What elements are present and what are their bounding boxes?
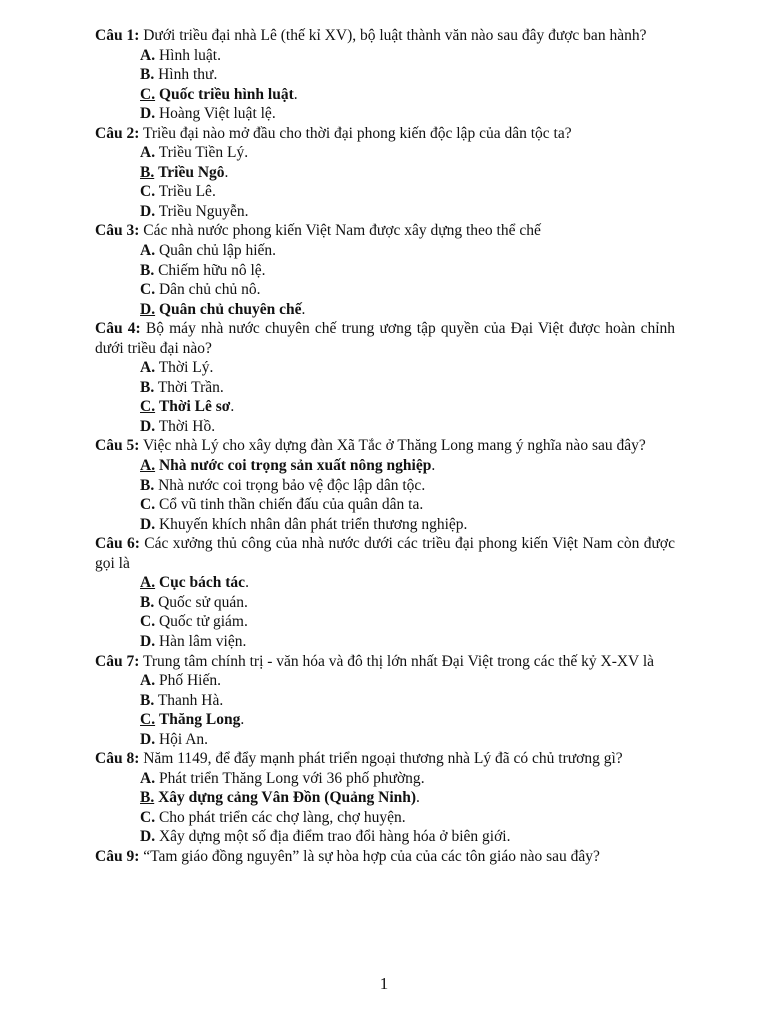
option-letter: C. bbox=[140, 183, 156, 201]
option-letter: D. bbox=[140, 515, 156, 533]
option-text: Hình thư bbox=[158, 66, 214, 84]
option-letter: A. bbox=[140, 672, 156, 690]
option-letter: C. bbox=[140, 496, 156, 514]
option-d bbox=[95, 827, 675, 847]
option-end: . bbox=[219, 691, 224, 709]
option-b bbox=[95, 788, 675, 808]
option-c bbox=[95, 280, 675, 300]
question-1 bbox=[95, 26, 675, 124]
option-end: . bbox=[240, 711, 245, 729]
option-a bbox=[95, 241, 675, 261]
option-text: Phát triển Thăng Long với 36 phố phường bbox=[158, 769, 421, 787]
option-text: Phố Hiến bbox=[158, 672, 218, 690]
option-text: Thời Lê sơ bbox=[158, 398, 231, 416]
option-end: . bbox=[256, 281, 261, 299]
question-stem bbox=[95, 534, 675, 573]
option-end: . bbox=[244, 202, 249, 220]
option-end: . bbox=[243, 593, 248, 611]
option-b bbox=[95, 261, 675, 281]
option-end: . bbox=[420, 769, 425, 787]
option-end: . bbox=[219, 378, 224, 396]
option-text: Hàn lâm viện bbox=[158, 632, 243, 650]
option-text: Cổ vũ tinh thần chiến đấu của quân dân ta bbox=[158, 496, 420, 514]
option-text: Nhà nước coi trọng bảo vệ độc lập dân tộc bbox=[158, 476, 422, 494]
option-end: . bbox=[272, 242, 277, 260]
question-6 bbox=[95, 534, 675, 651]
option-text: Thăng Long bbox=[158, 711, 241, 729]
question-label: Câu 4: bbox=[95, 320, 141, 338]
option-text: Nhà nước coi trọng sản xuất nông nghiệp bbox=[158, 457, 432, 475]
option-a bbox=[95, 769, 675, 789]
option-letter: A. bbox=[140, 242, 156, 260]
option-letter: C. bbox=[140, 808, 156, 826]
question-stem bbox=[95, 847, 675, 867]
option-d bbox=[95, 632, 675, 652]
option-c bbox=[95, 182, 675, 202]
option-text: Hình luật bbox=[158, 46, 218, 64]
option-end: . bbox=[224, 163, 229, 181]
option-letter: B. bbox=[140, 476, 155, 494]
option-letter: D. bbox=[140, 202, 156, 220]
question-label: Câu 5: bbox=[95, 437, 140, 455]
option-end: . bbox=[463, 515, 468, 533]
option-letter: A. bbox=[140, 359, 156, 377]
question-label: Câu 1: bbox=[95, 27, 140, 44]
option-a bbox=[95, 358, 675, 378]
option-b bbox=[95, 163, 675, 183]
option-text: Thanh Hà bbox=[157, 691, 220, 709]
question-text: “Tam giáo đồng nguyên” là sự hòa hợp của của các tôn giáo nào sau đây? bbox=[143, 847, 600, 865]
question-label: Câu 8: bbox=[95, 750, 140, 768]
option-letter: B. bbox=[140, 163, 155, 181]
page-number: 1 bbox=[379, 974, 389, 993]
option-text: Triều Nguyễn bbox=[158, 202, 245, 220]
option-letter: D. bbox=[140, 632, 156, 650]
option-letter: B. bbox=[140, 789, 155, 807]
question-label: Câu 3: bbox=[95, 222, 140, 240]
option-end: . bbox=[217, 672, 221, 690]
option-end: . bbox=[204, 730, 209, 748]
option-end: . bbox=[242, 632, 247, 650]
question-3 bbox=[95, 221, 675, 319]
option-text: Khuyến khích nhân dân phát triển thương nghiệp bbox=[158, 515, 464, 533]
option-letter: B. bbox=[140, 261, 155, 279]
option-text: Thời Hồ bbox=[158, 417, 212, 435]
question-label: Câu 2: bbox=[95, 124, 140, 142]
option-letter: C. bbox=[140, 281, 156, 299]
option-end: . bbox=[419, 496, 424, 514]
option-a bbox=[95, 573, 675, 593]
question-4 bbox=[95, 319, 675, 436]
question-stem bbox=[95, 436, 675, 456]
question-text: Năm 1149, để đẩy mạnh phát triển ngoại thương nhà Lý đã có chủ trương gì? bbox=[143, 750, 623, 768]
question-stem bbox=[95, 652, 675, 672]
option-text: Quân chủ lập hiến bbox=[158, 242, 273, 260]
option-letter: B. bbox=[140, 66, 155, 84]
option-a bbox=[95, 46, 675, 66]
option-letter: C. bbox=[140, 85, 156, 103]
question-8 bbox=[95, 749, 675, 847]
option-letter: D. bbox=[140, 730, 156, 748]
question-text: Các nhà nước phong kiến Việt Nam được xây dựng theo thể chế bbox=[143, 222, 541, 240]
option-text: Triều Ngô bbox=[158, 163, 225, 181]
question-2 bbox=[95, 124, 675, 222]
option-text: Quốc triều hình luật bbox=[158, 85, 294, 103]
option-c bbox=[95, 808, 675, 828]
option-text: Triều Tiền Lý bbox=[158, 144, 245, 162]
option-letter: D. bbox=[140, 300, 156, 318]
option-text: Quân chủ chuyên chế bbox=[158, 300, 302, 318]
option-letter: A. bbox=[140, 574, 156, 592]
question-stem bbox=[95, 221, 675, 241]
question-label: Câu 9: bbox=[95, 847, 140, 865]
option-text: Xây dựng cảng Vân Đồn (Quảng Ninh) bbox=[158, 789, 417, 807]
option-end: . bbox=[271, 105, 276, 123]
option-end: . bbox=[506, 828, 511, 846]
question-stem bbox=[95, 26, 675, 46]
option-end: . bbox=[245, 574, 249, 592]
question-label: Câu 7: bbox=[95, 652, 140, 670]
option-text: Thời Trần bbox=[157, 378, 220, 396]
option-d bbox=[95, 202, 675, 222]
question-text: Dưới triều đại nhà Lê (thế kỉ XV), bộ luật thành văn nào sau đây được ban hành? bbox=[143, 27, 647, 44]
option-a bbox=[95, 671, 675, 691]
option-end: . bbox=[213, 66, 218, 84]
question-stem bbox=[95, 124, 675, 144]
option-letter: B. bbox=[140, 691, 155, 709]
option-letter: B. bbox=[140, 593, 155, 611]
option-letter: C. bbox=[140, 398, 156, 416]
option-d bbox=[95, 104, 675, 124]
option-letter: A. bbox=[140, 457, 156, 475]
question-stem bbox=[95, 749, 675, 769]
option-end: . bbox=[431, 457, 436, 475]
option-b bbox=[95, 65, 675, 85]
question-label: Câu 6: bbox=[95, 535, 140, 553]
option-b bbox=[95, 378, 675, 398]
option-end: . bbox=[211, 183, 216, 201]
option-end: . bbox=[261, 261, 266, 279]
document-page bbox=[95, 26, 675, 867]
option-letter: C. bbox=[140, 711, 156, 729]
option-text: Xây dựng một số địa điểm trao đổi hàng hóa ở biên giới bbox=[158, 828, 507, 846]
option-end: . bbox=[230, 398, 235, 416]
option-text: Hội An bbox=[158, 730, 205, 748]
option-b bbox=[95, 691, 675, 711]
option-end: . bbox=[211, 417, 216, 435]
option-text: Hoàng Việt luật lệ bbox=[158, 105, 272, 123]
option-letter: A. bbox=[140, 769, 156, 787]
option-text: Quốc sử quán bbox=[158, 593, 244, 611]
option-end: . bbox=[421, 476, 426, 494]
option-c bbox=[95, 397, 675, 417]
option-d bbox=[95, 515, 675, 535]
option-end: . bbox=[301, 300, 306, 318]
option-end: . bbox=[293, 85, 298, 103]
option-a bbox=[95, 456, 675, 476]
option-letter: D. bbox=[140, 828, 156, 846]
option-end: . bbox=[416, 789, 420, 807]
option-c bbox=[95, 612, 675, 632]
option-d bbox=[95, 417, 675, 437]
option-end: . bbox=[209, 359, 214, 377]
option-b bbox=[95, 593, 675, 613]
option-d bbox=[95, 300, 675, 320]
option-c bbox=[95, 710, 675, 730]
option-text: Triều Lê bbox=[158, 183, 212, 201]
question-7 bbox=[95, 652, 675, 750]
question-text: Các xưởng thủ công của nhà nước dưới các triều đại phong kiến Việt Nam còn được gọi là bbox=[95, 535, 676, 572]
question-9 bbox=[95, 847, 675, 867]
option-letter: D. bbox=[140, 417, 156, 435]
option-a bbox=[95, 143, 675, 163]
option-d bbox=[95, 730, 675, 750]
option-end: . bbox=[217, 46, 221, 64]
question-text: Trung tâm chính trị - văn hóa và đô thị lớn nhất Đại Việt trong các thế kỷ X-XV là bbox=[142, 652, 655, 670]
question-stem bbox=[95, 319, 675, 358]
option-letter: A. bbox=[140, 144, 156, 162]
question-text: Bộ máy nhà nước chuyên chế trung ương tập quyền của Đại Việt được hoàn chỉnh dưới triều đại nào? bbox=[95, 320, 676, 357]
option-letter: A. bbox=[140, 46, 156, 64]
option-c bbox=[95, 495, 675, 515]
option-text: Chiếm hữu nô lệ bbox=[158, 261, 262, 279]
option-letter: C. bbox=[140, 613, 156, 631]
option-letter: B. bbox=[140, 378, 155, 396]
option-text: Dân chủ chủ nô bbox=[158, 281, 257, 299]
option-end: . bbox=[243, 613, 248, 631]
option-end: . bbox=[401, 808, 406, 826]
option-b bbox=[95, 476, 675, 496]
option-end: . bbox=[244, 144, 249, 162]
question-5 bbox=[95, 436, 675, 534]
option-text: Cho phát triển các chợ làng, chợ huyện bbox=[158, 808, 402, 826]
question-text: Triều đại nào mở đầu cho thời đại phong kiến độc lập của dân tộc ta? bbox=[142, 124, 572, 142]
option-text: Thời Lý bbox=[158, 359, 210, 377]
option-text: Cục bách tác bbox=[158, 574, 246, 592]
option-text: Quốc tử giám bbox=[158, 613, 244, 631]
option-c bbox=[95, 85, 675, 105]
option-letter: D. bbox=[140, 105, 156, 123]
question-text: Việc nhà Lý cho xây dựng đàn Xã Tắc ở Thăng Long mang ý nghĩa nào sau đây? bbox=[142, 437, 646, 455]
